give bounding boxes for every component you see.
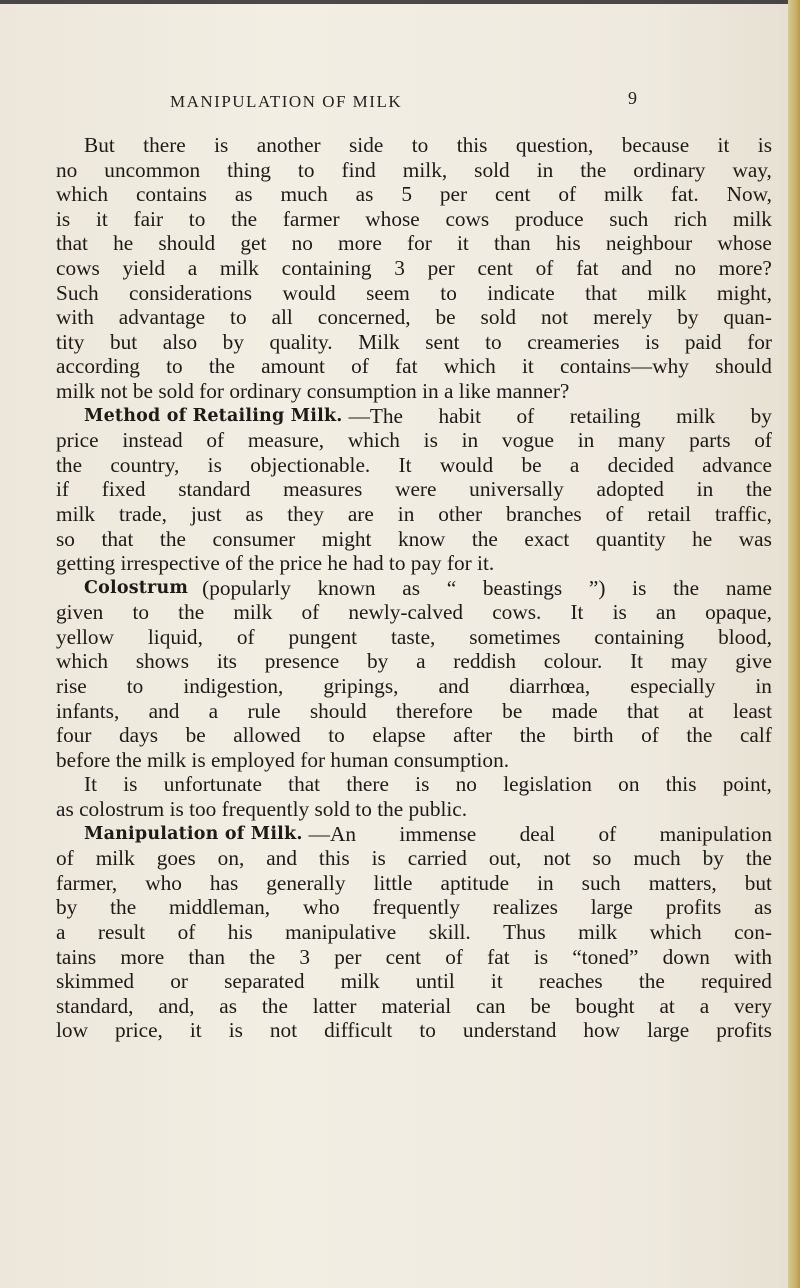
text-line: by the middleman, who frequently realizes large profits as (56, 895, 772, 920)
text-line: that he should get no more for it than his neighbour whose (56, 231, 772, 256)
text-line: low price, it is not difficult to understand how large profits (56, 1018, 772, 1043)
text-line: a result of his manipulative skill. Thus milk which con- (56, 920, 772, 944)
text-line: infants, and a rule should therefore be made that at least (56, 698, 772, 723)
text-line: no uncommon thing to find milk, sold in the ordinary way, (56, 157, 772, 182)
text-line: so that the consumer might know the exact quantity he was (56, 526, 772, 551)
text-line (56, 576, 772, 601)
text-line: Such considerations would seem to indicate that milk might, (56, 280, 772, 305)
text-line (56, 404, 772, 429)
text-line: given to the milk of newly-calved cows. It is an opaque, (56, 600, 772, 625)
text-line: standard, and, as the latter material can be bought at a very (56, 993, 772, 1018)
text-line: It is unfortunate that there is no legislation on this point, (84, 772, 772, 797)
text-line: cows yield a milk containing 3 per cent of fat and no more? (56, 255, 772, 280)
text-line: with advantage to all concerned, be sold not merely by quan- (56, 305, 772, 330)
text-line: four days be allowed to elapse after the birth of the calf (56, 723, 772, 748)
page-number: 9 (628, 88, 637, 108)
running-head: MANIPULATION OF MILK (170, 92, 403, 111)
text-run: (popularly known as “ beastings ”) is the name (202, 575, 772, 600)
text-line: as colostrum is too frequently sold to the public. (56, 797, 468, 822)
text-line: which contains as much as 5 per cent of milk fat. Now, (56, 182, 772, 207)
section-heading: Manipulation of Milk. (84, 823, 303, 844)
text-run: —An immense deal of manipulation (308, 821, 772, 846)
text-line: if fixed standard measures were universally adopted in the (56, 477, 772, 502)
text-run: —The habit of retailing milk by (348, 403, 772, 428)
text-line: is it fair to the farmer whose cows produce such rich milk (56, 206, 772, 231)
text-line (56, 822, 772, 847)
body-text (56, 133, 772, 1043)
text-line: before the milk is employed for human consumption. (56, 747, 510, 772)
paragraph-legislation (56, 772, 772, 821)
text-line: tains more than the 3 per cent of fat is “toned” down with (56, 944, 772, 969)
section-heading: Method of Retailing Milk. (84, 405, 343, 426)
paragraph-method-of-retailing (56, 404, 772, 576)
paragraph-colostrum (56, 576, 772, 773)
text-line: getting irrespective of the price he had to pay for it. (56, 551, 495, 576)
section-heading: Colostrum (84, 577, 189, 598)
text-line: of milk goes on, and this is carried out, not so much by the (56, 846, 772, 871)
text-line: milk not be sold for ordinary consumption in a like manner? (56, 378, 570, 403)
text-line: rise to indigestion, gripings, and diarrhœa, especially in (56, 674, 772, 699)
text-line: skimmed or separated milk until it reaches the required (56, 969, 772, 994)
text-line: price instead of measure, which is in vogue in many parts of (56, 428, 772, 453)
text-line: farmer, who has generally little aptitude in such matters, but (56, 870, 772, 895)
text-line: tity but also by quality. Milk sent to creameries is paid for (56, 329, 772, 354)
text-line: according to the amount of fat which it contains—why should (56, 354, 772, 379)
paragraph-demand-quality (56, 133, 772, 404)
book-edge-binding (788, 0, 800, 1288)
text-line: which shows its presence by a reddish colour. It may give (56, 649, 772, 674)
text-line: the country, is objectionable. It would be a decided advance (56, 452, 772, 477)
text-line: yellow liquid, of pungent taste, sometimes containing blood, (56, 624, 772, 649)
paragraph-manipulation-of-milk (56, 822, 772, 1043)
text-line: But there is another side to this question, because it is (84, 133, 772, 157)
page-top-edge (0, 0, 790, 4)
text-line: milk trade, just as they are in other branches of retail traffic, (56, 501, 772, 526)
